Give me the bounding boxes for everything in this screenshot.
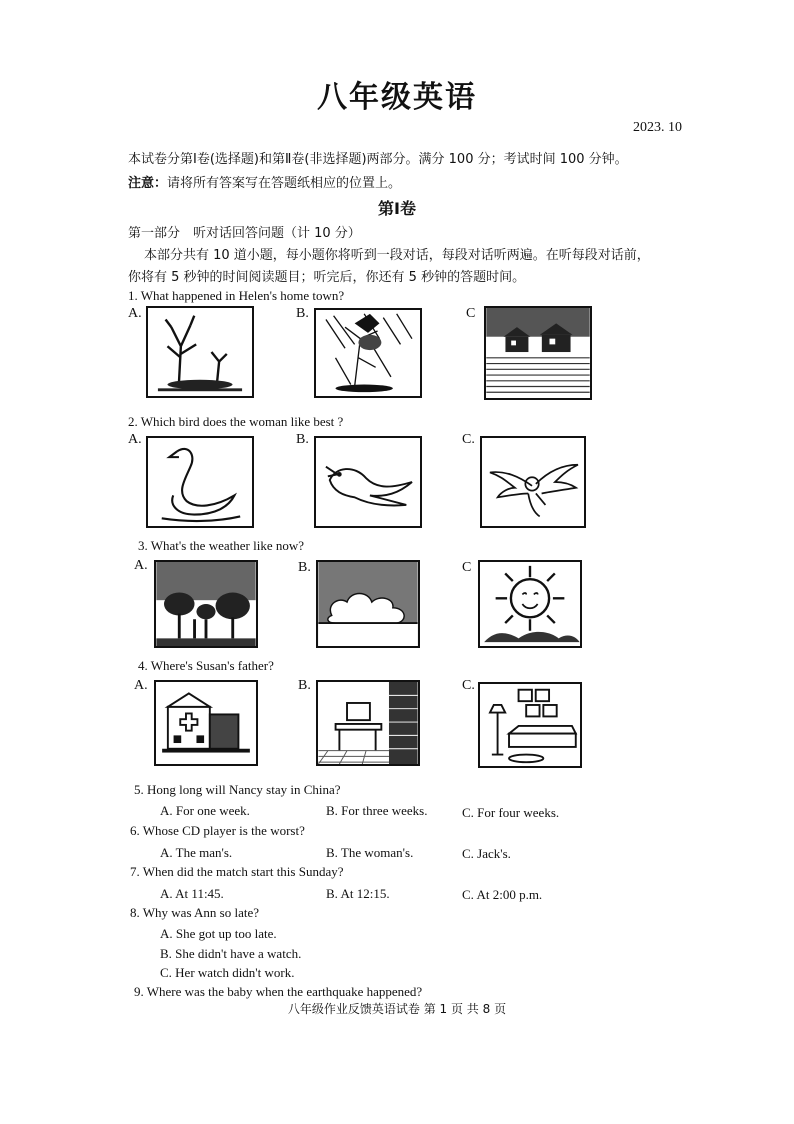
notice-label: 注意： xyxy=(128,176,168,191)
flooded-village-icon xyxy=(484,306,592,400)
page-footer: 八年级作业反馈英语试卷 第 1 页 共 8 页 xyxy=(287,1002,507,1016)
q1-label-b: B. xyxy=(296,306,309,321)
exam-date: 2023. 10 xyxy=(633,120,682,135)
question-9: 9. Where was the baby when the earthquake happened? xyxy=(134,984,423,999)
question-1: 1. What happened in Helen's home town? xyxy=(128,288,345,303)
question-8: 8. Why was Ann so late? xyxy=(130,905,260,920)
q8-option-b: B. She didn't have a watch. xyxy=(160,946,302,961)
q2-label-a: A. xyxy=(128,432,142,447)
exam-intro: 本试卷分第Ⅰ卷(选择题)和第Ⅱ卷(非选择题)两部分。满分 100 分；考试时间 100 分钟。 xyxy=(128,152,628,167)
section-heading: 第一部分 听对话回答问题（计 10 分） xyxy=(128,226,361,241)
q4-label-c: C. xyxy=(462,678,475,693)
living-room-icon xyxy=(478,682,582,768)
q7-option-c: C. At 2:00 p.m. xyxy=(462,887,543,902)
section-instruction-1: 本部分共有 10 道小题，每小题你将听到一段对话，每段对话听两遍。在听每段对话前， xyxy=(144,248,650,263)
question-3: 3. What's the weather like now? xyxy=(138,538,304,553)
swallow-icon xyxy=(314,436,422,528)
question-2: 2. Which bird does the woman like best ? xyxy=(128,414,344,429)
q1-label-a: A. xyxy=(128,306,142,321)
section-instruction-2: 你将有 5 秒钟的时间阅读题目；听完后，你还有 5 秒钟的答题时间。 xyxy=(128,270,526,285)
study-room-icon xyxy=(316,680,420,766)
q6-option-a: A. The man's. xyxy=(160,845,233,860)
q7-option-b: B. At 12:15. xyxy=(326,886,390,901)
volume-heading: 第Ⅰ卷 xyxy=(378,199,416,218)
q5-option-b: B. For three weeks. xyxy=(326,803,428,818)
q1-label-c: C xyxy=(466,306,476,321)
exam-notice xyxy=(128,172,401,191)
q2-label-b: B. xyxy=(296,432,309,447)
q8-option-c: C. Her watch didn't work. xyxy=(160,965,295,980)
q6-option-c: C. Jack's. xyxy=(462,846,511,861)
q7-option-a: A. At 11:45. xyxy=(160,886,224,901)
q4-label-a: A. xyxy=(134,678,148,693)
sunny-icon xyxy=(478,560,582,648)
q6-option-b: B. The woman's. xyxy=(326,845,414,860)
page-title: 八年级英语 xyxy=(317,80,477,115)
bare-tree-icon xyxy=(146,306,254,398)
q8-option-a: A. She got up too late. xyxy=(160,926,277,941)
storm-tree-icon xyxy=(314,308,422,398)
notice-text: 请将所有答案写在答题纸相应的位置上。 xyxy=(167,176,402,191)
q3-label-a: A. xyxy=(134,558,148,573)
eagle-icon xyxy=(480,436,586,528)
q3-label-b: B. xyxy=(298,560,311,575)
cloudy-icon xyxy=(316,560,420,648)
question-5: 5. Hong long will Nancy stay in China? xyxy=(134,782,341,797)
hospital-icon xyxy=(154,680,258,766)
windy-trees-icon xyxy=(154,560,258,648)
question-4: 4. Where's Susan's father? xyxy=(138,658,274,673)
swan-icon xyxy=(146,436,254,528)
question-6: 6. Whose CD player is the worst? xyxy=(130,823,305,838)
q5-option-a: A. For one week. xyxy=(160,803,250,818)
question-7: 7. When did the match start this Sunday? xyxy=(130,864,344,879)
q2-label-c: C. xyxy=(462,432,475,447)
q3-label-c: C xyxy=(462,560,472,575)
q5-option-c: C. For four weeks. xyxy=(462,805,560,820)
q4-label-b: B. xyxy=(298,678,311,693)
